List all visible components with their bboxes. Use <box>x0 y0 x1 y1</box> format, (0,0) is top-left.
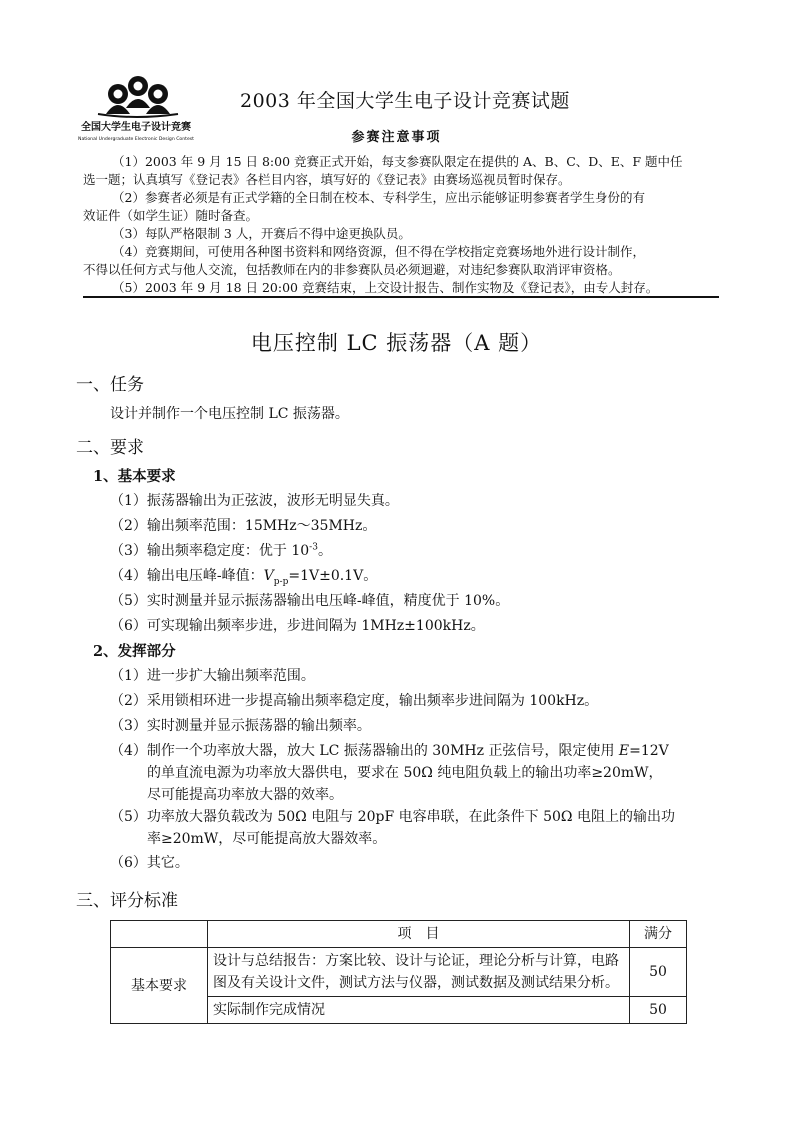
extended-item-4-text: （4）制作一个功率放大器，放大 LC 振荡器输出的 30MHz 正弦信号，限定使用 <box>110 743 619 759</box>
section-task-heading: 一、任务 <box>76 375 144 395</box>
logo-subtext: National Undergraduate Electronic Design Contest <box>78 137 194 142</box>
basic-item-4-text: （4）输出电压峰-峰值： <box>110 568 264 584</box>
extended-item-2: （2）采用锁相环进一步提高输出频率稳定度，输出频率步进间隔为 100kHz。 <box>110 693 599 709</box>
notice-line-2: 选一题；认真填写《登记表》各栏目内容，填写好的《登记表》由赛场巡视员暂时保存。 <box>83 172 571 187</box>
notice-line-5: （3）每队严格限制 3 人，开赛后不得中途更换队员。 <box>112 226 411 241</box>
basic-item-1: （1）振荡器输出为正弦波，波形无明显失真。 <box>110 493 399 509</box>
basic-item-3-suffix: 。 <box>317 543 332 559</box>
extended-item-4-variable: E <box>618 743 630 759</box>
extended-item-5-line-1: （5）功率放大器负载改为 50Ω 电阻与 20pF 电容串联，在此条件下 50Ω 电阻上的输出功 <box>110 809 675 825</box>
extended-requirements-heading: 2、发挥部分 <box>93 643 176 660</box>
basic-item-6: （6）可实现输出频率步进，步进间隔为 1MHz±100kHz。 <box>110 618 485 634</box>
extended-item-6: （6）其它。 <box>110 855 189 871</box>
table-row-2-score: 50 <box>630 997 687 1024</box>
notice-line-1: （1）2003 年 9 月 15 日 8:00 竞赛正式开始，每支参赛队限定在提供的 A、B、C、D、E、F 题中任 <box>112 154 683 169</box>
table-header-blank <box>111 921 208 948</box>
notice-line-3: （2）参赛者必须是有正式学籍的全日制在校本、专科学生，应出示能够证明参赛者学生身份的有 <box>112 190 645 205</box>
table-row-2-item: 实际制作完成情况 <box>208 997 630 1024</box>
notice-line-7: 不得以任何方式与他人交流，包括教师在内的非参赛队员必须迴避，对违纪参赛队取消评审资格。 <box>83 262 621 277</box>
extended-item-1: （1）进一步扩大输出频率范围。 <box>110 668 315 684</box>
basic-item-4-suffix: =1V±0.1V。 <box>288 568 378 584</box>
logo-text: 全国大学生电子设计竞赛 <box>81 122 191 133</box>
extended-item-3: （3）实时测量并显示振荡器的输出频率。 <box>110 718 371 734</box>
basic-item-4-subscript: p-p <box>273 576 289 587</box>
basic-item-3-text: （3）输出频率稳定度：优于 10 <box>110 543 310 559</box>
basic-item-2: （2）输出频率范围：15MHz～35MHz。 <box>110 518 377 534</box>
extended-item-4-line-2: 的单直流电源为功率放大器供电，要求在 50Ω 纯电阻负载上的输出功率≥20mW， <box>147 765 663 781</box>
task-text: 设计并制作一个电压控制 LC 振荡器。 <box>110 406 349 422</box>
basic-item-5: （5）实时测量并显示振荡器输出电压峰-峰值，精度优于 10%。 <box>110 593 510 609</box>
table-header-score: 满分 <box>630 921 687 948</box>
basic-item-4-variable: V <box>263 568 274 584</box>
table-row <box>111 948 687 997</box>
notice-line-4: 效证件（如学生证）随时备查。 <box>83 208 259 223</box>
page-title: 2003 年全国大学生电子设计竞赛试题 <box>240 90 570 112</box>
section-requirements-heading: 二、要求 <box>76 438 144 458</box>
notice-line-6: （4）竞赛期间，可使用各种图书资料和网络资源，但不得在学校指定竞赛场地外进行设计制作， <box>112 244 645 259</box>
notice-heading: 参赛注意事项 <box>351 130 442 145</box>
extended-item-4-suffix: =12V <box>629 743 669 759</box>
extended-item-4-line-3: 尽可能提高功率放大器的效率。 <box>147 787 343 803</box>
extended-item-5-line-2: 率≥20mW，尽可能提高放大器效率。 <box>147 831 387 847</box>
table-header-row <box>111 921 687 948</box>
section-scoring-heading: 三、评分标准 <box>76 891 178 911</box>
table-header-item: 项 目 <box>208 921 630 948</box>
table-category: 基本要求 <box>111 948 208 1024</box>
notice-line-8: （5）2003 年 9 月 18 日 20:00 竞赛结束，上交设计报告、制作实物及《登记表》，由专人封存。 <box>112 280 659 295</box>
scoring-table <box>110 920 687 1024</box>
basic-requirements-heading: 1、基本要求 <box>93 468 176 485</box>
table-row-1-score: 50 <box>630 948 687 997</box>
table-row-1-item: 设计与总结报告：方案比较、设计与论证，理论分析与计算，电路图及有关设计文件，测试方法与仪器，测试数据及测试结果分析。 <box>208 948 630 997</box>
header-divider <box>83 296 719 298</box>
basic-item-3 <box>110 540 332 560</box>
problem-title: 电压控制 LC 振荡器（A 题） <box>250 331 543 355</box>
extended-item-4-line-1 <box>110 740 669 760</box>
basic-item-3-exponent: -3 <box>309 542 318 553</box>
basic-item-4 <box>110 565 377 587</box>
